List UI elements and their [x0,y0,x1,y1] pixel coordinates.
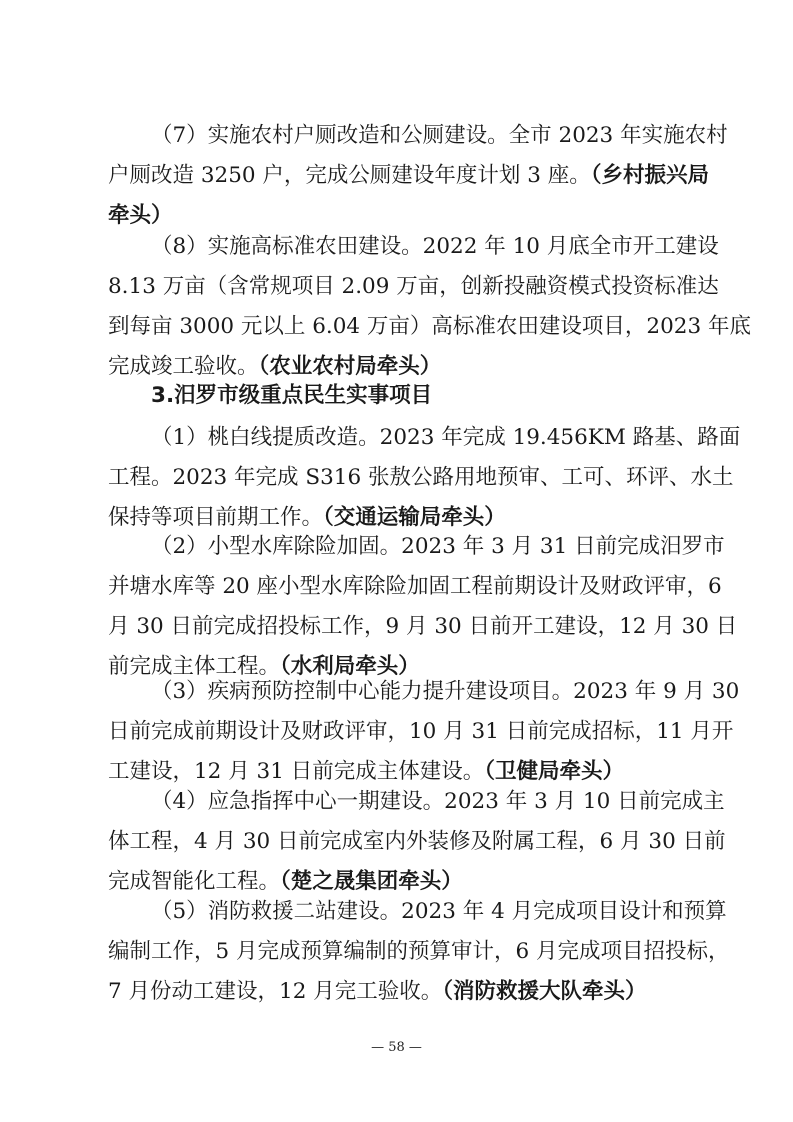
paragraph-item-8 [108,227,751,387]
lead-department: （农业农村局牵头） [258,354,442,379]
section-heading: 3.汨罗市级重点民生实事项目 [151,383,433,408]
text-line: 8.13 万亩（含常规项目 2.09 万亩，创新投融资模式投资标准达 [108,274,719,299]
text-line: 编制工作，5 月完成预算编制的预算审计，6 月完成项目招投标， [108,939,730,964]
text-segment: 保持等项目前期工作。 [108,505,324,530]
text-line: 并塘水库等 20 座小型水库除险加固工程前期设计及财政评审，6 [108,574,722,599]
paragraph-item-1 [108,418,741,538]
text-line [108,156,709,196]
lead-department: （消防救援大队牵头） [442,979,647,1004]
section-heading-block [108,376,694,416]
text-line: （1）桃白线提质改造。2023 年完成 19.456KM 路基、路面 [151,425,741,450]
text-line: （2）小型水库除险加固。2023 年 3 月 31 日前完成汨罗市 [151,534,725,559]
text-segment: 完成竣工验收。 [108,354,259,379]
text-segment: 7 月份动工建设，12 月完工验收。 [108,979,443,1004]
text-line: （4）应急指挥中心一期建设。2023 年 3 月 10 日前完成主 [151,789,725,814]
text-line [108,972,694,1012]
text-segment: 完成智能化工程。 [108,869,281,894]
paragraph-item-7 [108,116,728,236]
text-segment: 工建设，12 月 31 日前完成主体建设。 [108,759,485,784]
lead-department-tail: 牵头） [108,203,173,228]
text-line: （8）实施高标准农田建设。2022 年 10 月底全市开工建设 [151,234,719,259]
lead-department: （楚之晟集团牵头） [280,869,463,894]
paragraph-item-4 [108,782,726,902]
paragraph-item-3 [108,672,740,792]
text-segment: 前完成主体工程。 [108,654,281,679]
text-line: 月 30 日前完成招投标工作，9 月 30 日前开工建设，12 月 30 日 [108,614,738,639]
text-line: （7）实施农村户厕改造和公厕建设。全市 2023 年实施农村 [151,123,728,148]
paragraph-item-2 [108,527,738,687]
text-line: 日前完成前期设计及财政评审，10 月 31 日前完成招标，11 月开 [108,719,734,744]
text-line: 体工程，4 月 30 日前完成室内外装修及附属工程，6 月 30 日前 [108,829,726,854]
text-line: （3）疾病预防控制中心能力提升建设项目。2023 年 9 月 30 [151,679,740,704]
text-line: 工程。2023 年完成 S316 张敖公路用地预审、工可、环评、水土 [108,465,734,490]
lead-department: （卫健局牵头） [484,759,624,784]
paragraph-item-5 [108,892,730,1012]
text-segment: 户厕改造 3250 户，完成公厕建设年度计划 3 座。 [108,163,591,188]
text-line: 到每亩 3000 元以上 6.04 万亩）高标准农田建设项目，2023 年底 [108,314,751,339]
lead-department: （乡村振兴局 [590,163,709,188]
lead-department: （交通运输局牵头） [323,505,506,530]
lead-department: （水利局牵头） [280,654,420,679]
text-line: （5）消防救援二站建设。2023 年 4 月完成项目设计和预算 [151,899,727,924]
page-number: — 58 — [371,1040,422,1055]
